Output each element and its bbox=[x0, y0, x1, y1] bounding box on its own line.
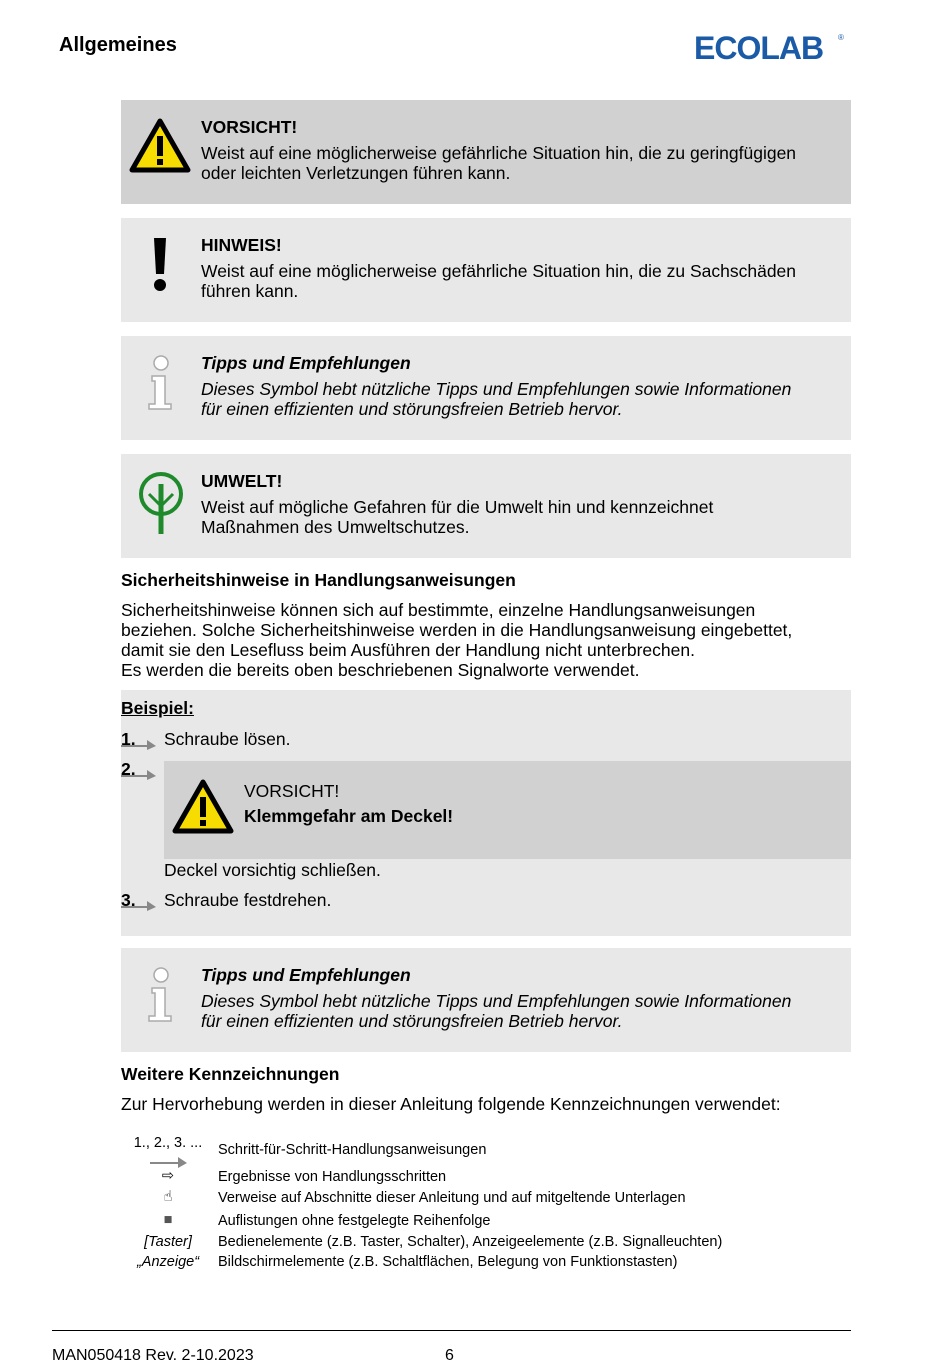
tips2-heading: Tipps und Empfehlungen bbox=[201, 965, 411, 985]
footer-document-id: MAN050418 Rev. 2-10.2023 bbox=[52, 1347, 254, 1364]
legend-text-steps: Schritt-für-Schritt-Handlungsanweisungen bbox=[218, 1142, 487, 1158]
example-heading: Beispiel: bbox=[121, 698, 194, 718]
legend-text-lists: Auflistungen ohne festgelegte Reihenfolge bbox=[218, 1213, 491, 1229]
note-line-2: führen kann. bbox=[201, 281, 299, 301]
legend-text-controls: Bedienelemente (z.B. Taster, Schalter), Anzeigeelemente (z.B. Signalleuchten) bbox=[218, 1234, 723, 1250]
step-1-text: Schraube lösen. bbox=[164, 729, 291, 749]
step-arrow-icon bbox=[121, 768, 157, 780]
step-2-number: 2. bbox=[121, 759, 136, 779]
caution-notice bbox=[121, 100, 851, 204]
note-notice bbox=[121, 218, 851, 322]
step-3-text: Schraube festdrehen. bbox=[164, 890, 332, 910]
caution-line-1: Weist auf eine möglicherweise gefährliche Situation hin, die zu geringfügigen bbox=[201, 143, 797, 163]
ecolab-logo bbox=[694, 30, 844, 64]
caution-line-2: oder leichten Verletzungen führen kann. bbox=[201, 163, 511, 183]
list-square-icon: ■ bbox=[163, 1212, 173, 1228]
step-3-number: 3. bbox=[121, 890, 136, 910]
info-icon bbox=[145, 966, 177, 1024]
embedded-caution-heading: VORSICHT! bbox=[244, 781, 340, 801]
safety-line-2: beziehen. Solche Sicherheitshinweise werden in die Handlungsanweisung eingebettet, bbox=[121, 620, 793, 640]
note-line-1: Weist auf eine möglicherweise gefährliche Situation hin, die zu Sachschäden bbox=[201, 261, 797, 281]
tips-heading: Tipps und Empfehlungen bbox=[201, 353, 411, 373]
tips-notice-2 bbox=[121, 948, 851, 1052]
svg-text:ECOLAB: ECOLAB bbox=[694, 30, 824, 64]
safety-line-4: Es werden die bereits oben beschriebenen Signalworte verwendet. bbox=[121, 660, 640, 680]
embedded-caution bbox=[164, 761, 851, 859]
environment-notice bbox=[121, 454, 851, 558]
svg-text:®: ® bbox=[838, 33, 844, 42]
exclamation-icon bbox=[153, 238, 167, 293]
safety-line-1: Sicherheitshinweise können sich auf bestimmte, einzelne Handlungsanweisungen bbox=[121, 600, 756, 620]
step-arrow-icon bbox=[150, 1154, 188, 1168]
info-icon bbox=[145, 354, 177, 412]
warning-triangle-icon bbox=[172, 779, 234, 834]
step-2-text: Deckel vorsichtig schließen. bbox=[164, 860, 381, 880]
tips2-line-1: Dieses Symbol hebt nützliche Tipps und Empfehlungen sowie Informationen bbox=[201, 991, 792, 1011]
safety-section-paragraph bbox=[121, 600, 851, 680]
caution-heading: VORSICHT! bbox=[201, 117, 298, 137]
page-title: Allgemeines bbox=[59, 34, 177, 56]
tips-line-2: für einen effizienten und störungsfreien Betrieb hervor. bbox=[201, 399, 623, 419]
legend-symbol-anzeige: „Anzeige“ bbox=[136, 1254, 200, 1270]
tips-notice bbox=[121, 336, 851, 440]
warning-triangle-icon bbox=[129, 118, 191, 173]
reference-hand-icon: ☝ bbox=[163, 1189, 173, 1205]
markings-intro: Zur Hervorhebung werden in dieser Anleitung folgende Kennzeichnungen verwendet: bbox=[121, 1094, 781, 1114]
embedded-caution-text: Klemmgefahr am Deckel! bbox=[244, 806, 454, 826]
legend-symbol-taster: [Taster] bbox=[144, 1234, 192, 1250]
legend-text-results: Ergebnisse von Handlungsschritten bbox=[218, 1169, 447, 1185]
markings-title: Weitere Kennzeichnungen bbox=[121, 1064, 340, 1084]
safety-line-3: damit sie den Lesefluss beim Ausführen der Handlung nicht unterbrechen. bbox=[121, 640, 695, 660]
legend-symbol-steps: 1., 2., 3. ... bbox=[133, 1135, 203, 1151]
tree-icon bbox=[137, 472, 185, 536]
environment-heading: UMWELT! bbox=[201, 471, 283, 491]
environment-line-2: Maßnahmen des Umweltschutzes. bbox=[201, 517, 470, 537]
footer-divider bbox=[52, 1330, 851, 1331]
tips2-line-2: für einen effizienten und störungsfreien Betrieb hervor. bbox=[201, 1011, 623, 1031]
step-arrow-icon bbox=[121, 899, 157, 911]
example-box bbox=[121, 690, 851, 936]
legend-text-references: Verweise auf Abschnitte dieser Anleitung und auf mitgeltende Unterlagen bbox=[218, 1190, 686, 1206]
step-arrow-icon bbox=[121, 738, 157, 750]
step-1-number: 1. bbox=[121, 729, 136, 749]
environment-line-1: Weist auf mögliche Gefahren für die Umwelt hin und kennzeichnet bbox=[201, 497, 714, 517]
legend-text-screen: Bildschirmelemente (z.B. Schaltflächen, Belegung von Funktionstasten) bbox=[218, 1254, 678, 1270]
footer-page-number: 6 bbox=[445, 1347, 454, 1364]
note-heading: HINWEIS! bbox=[201, 235, 282, 255]
safety-section-title: Sicherheitshinweise in Handlungsanweisungen bbox=[121, 570, 516, 590]
tips-line-1: Dieses Symbol hebt nützliche Tipps und Empfehlungen sowie Informationen bbox=[201, 379, 792, 399]
result-arrow-icon: ⇨ bbox=[161, 1168, 175, 1184]
